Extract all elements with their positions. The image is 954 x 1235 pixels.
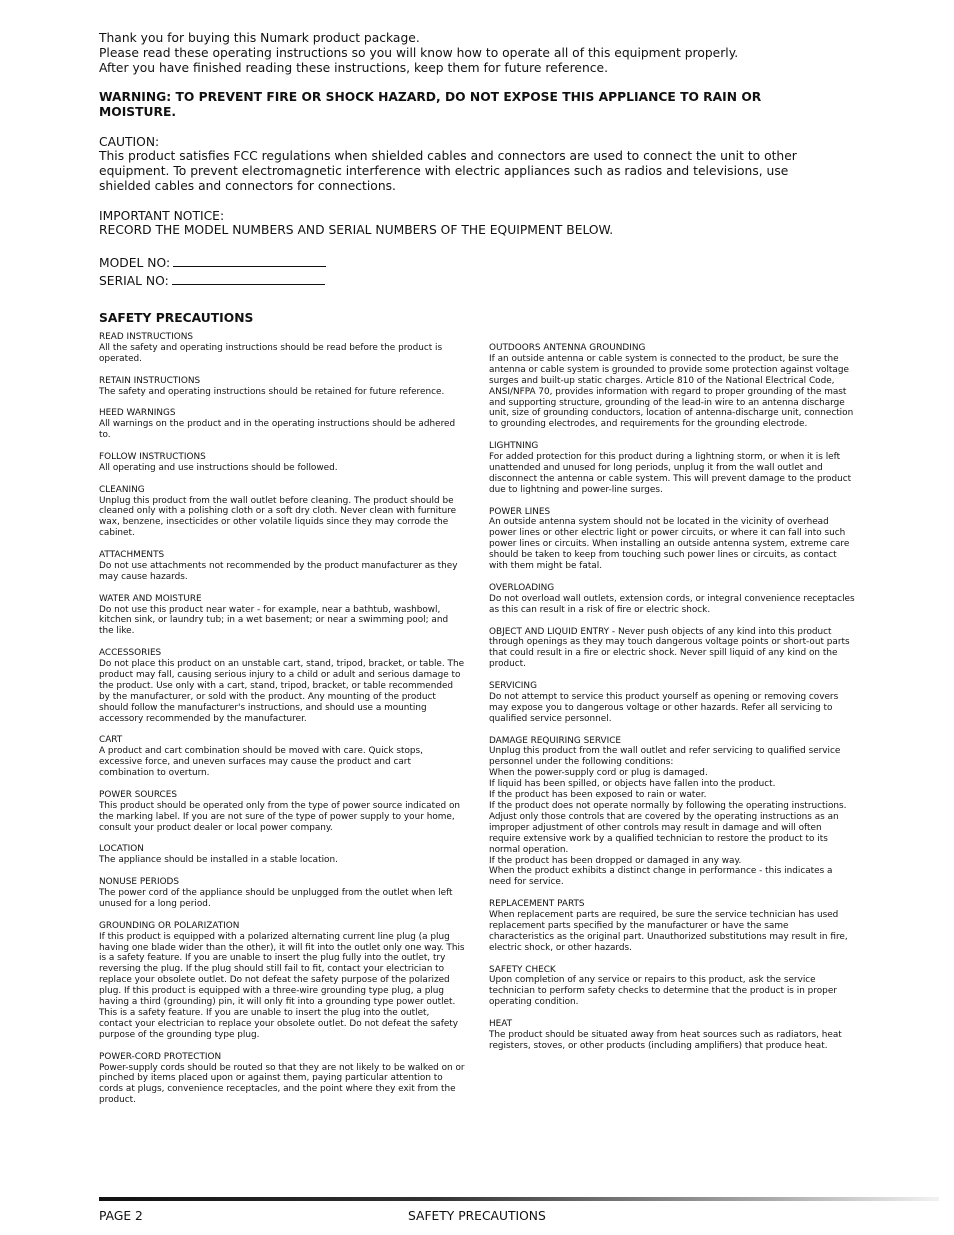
safety-section-body: The product should be situated away from heat sources such as radiators, heat registers, stoves, or other products (including amplifiers) that produce heat. xyxy=(489,1029,842,1051)
safety-section-title: OUTDOORS ANTENNA GROUNDING xyxy=(489,343,646,353)
safety-section-body: Unplug this product from the wall outlet and refer servicing to qualified service personnel under the following conditions: When the power-supply cord or plug is damaged. If liquid has been spilled, or objects have fallen into the product. If the product has been exposed to rain or water. If the product does not operate normally by following the operating instructions. Adjust only those controls that are covered by the operating instructions as an improper adjustment of other controls may result in damage and will often require extensive work by a qualified technician to restore the product to its normal operation. If the product has been dropped or damaged in any way. When the product exhibits a distinct change in performance - this indicates a need for service. xyxy=(489,746,847,888)
intro-block xyxy=(99,31,819,289)
safety-section-body: Power-supply cords should be routed so that they are not likely to be walked on or pinched by items placed upon or against them, paying particular attention to cords at plugs, convenience receptacles, and the point where they exit from the product. xyxy=(99,1062,465,1106)
safety-section xyxy=(99,594,465,638)
safety-section-body: The safety and operating instructions should be retained for future reference. xyxy=(99,386,445,397)
safety-section-title: REPLACEMENT PARTS xyxy=(489,899,585,910)
safety-section-body: All the safety and operating instructions should be read before the product is operated. xyxy=(99,342,443,364)
safety-section-title: CLEANING xyxy=(99,484,145,495)
safety-section-title: ACCESSORIES xyxy=(99,648,162,659)
safety-section-body: Do not place this product on an unstable cart, stand, tripod, bracket, or table. The product may fall, causing serious injury to a child or adult and serious damage to the product. Use only with a cart, stand, tripod, bracket, or table recommended by the manufacturer, or sold with the product. Any mounting of the product should follow the manufacturer's instructions, and should use a mounting accessory recommended by the manufacturer. xyxy=(99,659,465,724)
safety-section xyxy=(489,441,855,496)
caution-title: CAUTION: xyxy=(99,134,160,149)
safety-section xyxy=(99,844,465,866)
footer-page-number: PAGE 2 xyxy=(99,1209,143,1223)
keep-reference-line: After you have finished reading these instructions, keep them for future reference. xyxy=(99,60,608,75)
safety-section-title: RETAIN INSTRUCTIONS xyxy=(99,375,201,386)
footer-rule xyxy=(99,1197,939,1201)
safety-section xyxy=(99,648,465,724)
safety-section-title: NONUSE PERIODS xyxy=(99,877,180,888)
safety-section-body: The appliance should be installed in a stable location. xyxy=(99,855,338,866)
safety-column-right xyxy=(489,343,855,1063)
safety-section-body: Unplug this product from the wall outlet before cleaning. The product should be cleaned only with a polishing cloth or a soft dry cloth. Never clean with furniture wax, benzene, insecticides or other volatile liquids since they may corrode the cabinet. xyxy=(99,495,457,539)
safety-precautions-heading: SAFETY PRECAUTIONS xyxy=(99,311,254,325)
footer-section-title: SAFETY PRECAUTIONS xyxy=(408,1209,546,1223)
thank-you-line: Thank you for buying this Numark product package. xyxy=(99,31,420,45)
safety-section-title: ATTACHMENTS xyxy=(99,550,165,561)
safety-section xyxy=(489,1019,855,1052)
safety-section xyxy=(99,790,465,834)
safety-section-body: Do not overload wall outlets, extension cords, or integral convenience receptacles as this can result in a risk of fire or electric shock. xyxy=(489,593,855,615)
safety-section-title: GROUNDING OR POLARIZATION xyxy=(99,920,240,931)
serial-number-field xyxy=(172,271,325,285)
safety-section-title: HEAT xyxy=(489,1019,513,1030)
safety-section xyxy=(489,681,855,725)
caution-text: This product satisfies FCC regulations when shielded cables and connectors are used to connect the unit to other equipment. To prevent electromagnetic interference with electric appliances such as radios and televisions, use shielded cables and connectors for connections. xyxy=(99,149,797,193)
serial-number-row xyxy=(99,271,819,289)
serial-number-label: SERIAL NO: xyxy=(99,273,169,288)
notice-title: IMPORTANT NOTICE: xyxy=(99,208,225,223)
safety-section xyxy=(99,376,465,398)
safety-section-body: The power cord of the appliance should be unplugged from the outlet when left unused for a long period. xyxy=(99,888,453,909)
safety-column-left xyxy=(99,332,465,1117)
safety-section-body: All operating and use instructions should be followed. xyxy=(99,462,338,473)
safety-section-body: Upon completion of any service or repairs to this product, ask the service technician to perform safety checks to determine that the product is in proper operating condition. xyxy=(489,975,837,1008)
safety-section-title: OVERLOADING xyxy=(489,582,555,593)
safety-section-body: Do not use attachments not recommended by the product manufacturer as they may cause hazards. xyxy=(99,560,458,582)
model-number-label: MODEL NO: xyxy=(99,255,171,270)
model-number-field xyxy=(173,253,326,267)
safety-section-body: If this product is equipped with a polarized alternating current line plug (a plug having one blade wider than the other), it will fit into the outlet only one way. This is a safety feature. If you are unable to insert the plug fully into the outlet, try reversing the plug. If the plug should still fail to fit, contact your electrician to replace your obsolete outlet. Do not defeat the safety purpose of the polarized plug. If this product is equipped with a three-wire grounding type plug, a plug having a third (grounding) pin, it will only fit into a grounding type power outlet. This is a safety feature. If you are unable to insert the plug into the outlet, contact your electrician to replace your obsolete outlet. Do not defeat the safety purpose of the grounding type plug. xyxy=(99,931,465,1040)
safety-section-title: OBJECT AND LIQUID ENTRY - Never push objects of any kind into this product through openings as they may touch dangerous voltage points or short-out parts that could result in a fire or electric shock. Never spill liquid of any kind on the product. xyxy=(489,626,850,670)
safety-section xyxy=(99,332,465,365)
safety-section-body: If an outside antenna or cable system is connected to the product, be sure the antenna or cable system is grounded to provide some protection against voltage surges and built-up static charges. Article 810 of the National Electrical Code, ANSI/NFPA 70, provides information with regard to proper grounding of the mast and supporting structure, grounding of the lead-in wire to an antenna discharge unit, size of grounding conductors, location of antenna-discharge unit, connection to grounding electrodes, and requirements for the grounding electrode. xyxy=(489,353,854,430)
safety-section xyxy=(489,736,855,889)
safety-section xyxy=(489,899,855,954)
safety-section xyxy=(489,583,855,616)
safety-section xyxy=(99,735,465,779)
notice-text: RECORD THE MODEL NUMBERS AND SERIAL NUMBERS OF THE EQUIPMENT BELOW. xyxy=(99,223,614,238)
safety-section xyxy=(489,343,855,430)
safety-section-title: SAFETY CHECK xyxy=(489,964,556,975)
safety-section-title: LIGHTNING xyxy=(489,441,539,452)
warning-text: WARNING: TO PREVENT FIRE OR SHOCK HAZARD, DO NOT EXPOSE THIS APPLIANCE TO RAIN OR MOISTURE. xyxy=(99,90,762,119)
safety-section-title: CART xyxy=(99,735,123,746)
safety-section-title: HEED WARNINGS xyxy=(99,408,176,419)
safety-section-title: LOCATION xyxy=(99,844,144,855)
safety-section xyxy=(99,452,465,474)
safety-section-title: FOLLOW INSTRUCTIONS xyxy=(99,451,206,462)
safety-section xyxy=(99,921,465,1041)
safety-section xyxy=(99,550,465,583)
safety-section-title: DAMAGE REQUIRING SERVICE xyxy=(489,735,622,746)
safety-section xyxy=(489,627,855,671)
safety-section-title: SERVICING xyxy=(489,681,537,692)
safety-section xyxy=(489,507,855,572)
safety-section xyxy=(99,408,465,441)
safety-section-title: POWER SOURCES xyxy=(99,789,177,800)
safety-section-body: When replacement parts are required, be sure the service technician has used replacement parts specified by the manufacturer or have the same characteristics as the original part. Unauthorized substitutions may result in fire, electric shock, or other hazards. xyxy=(489,910,848,953)
safety-section-title: POWER LINES xyxy=(489,506,551,517)
safety-section-body: All warnings on the product and in the operating instructions should be adhered to. xyxy=(99,419,456,441)
safety-section xyxy=(99,1052,465,1107)
read-instructions-line: Please read these operating instructions so you will know how to operate all of this equipment properly. xyxy=(99,45,739,60)
safety-section xyxy=(489,965,855,1009)
safety-section-body: For added protection for this product during a lightning storm, or when it is left unattended and unused for long periods, unplug it from the wall outlet and disconnect the antenna or cable system. This will prevent damage to the product due to lightning and power-line surges. xyxy=(489,452,852,495)
safety-section-title: POWER-CORD PROTECTION xyxy=(99,1051,222,1062)
safety-section xyxy=(99,877,465,910)
safety-section-title: READ INSTRUCTIONS xyxy=(99,332,193,342)
safety-section-body: Do not attempt to service this product yourself as opening or removing covers may expose you to dangerous voltage or other hazards. Refer all servicing to qualified service personnel. xyxy=(489,691,839,724)
safety-section-body: A product and cart combination should be moved with care. Quick stops, excessive force, and uneven surfaces may cause the product and cart combination to overturn. xyxy=(99,746,424,779)
safety-section-body: This product should be operated only from the type of power source indicated on the marking label. If you are not sure of the type of power supply to your home, consult your product dealer or local power company. xyxy=(99,800,461,833)
safety-section-body: An outside antenna system should not be located in the vicinity of overhead power lines or other electric light or power circuits, or where it can fall into such power lines or circuits. When installing an outside antenna system, extreme care should be taken to keep from touching such power lines or circuits, as contact with them might be fatal. xyxy=(489,517,850,572)
safety-section xyxy=(99,485,465,540)
safety-section-body: Do not use this product near water - for example, near a bathtub, washbowl, kitchen sink, or laundry tub; in a wet basement; or near a swimming pool; and the like. xyxy=(99,604,449,637)
model-number-row xyxy=(99,253,819,271)
safety-section-title: WATER AND MOISTURE xyxy=(99,593,202,604)
